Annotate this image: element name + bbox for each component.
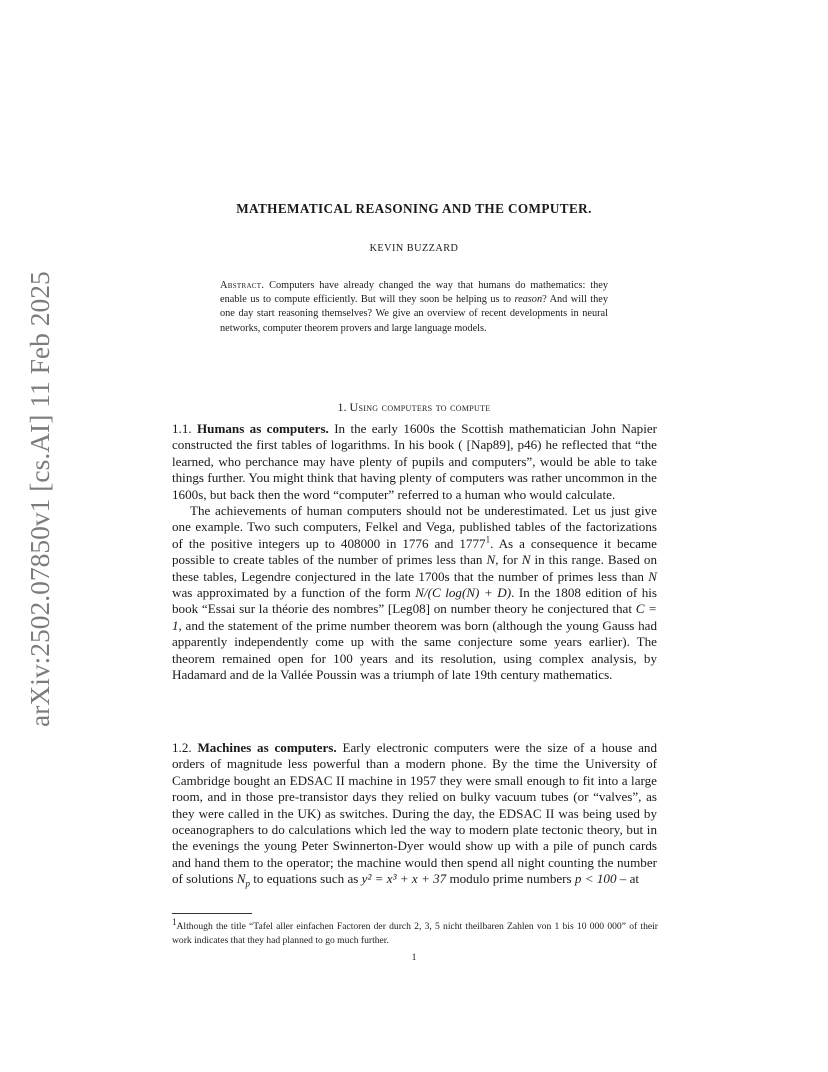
- abstract-emphasis: reason: [514, 294, 543, 306]
- author-name: KEVIN BUZZARD: [369, 243, 459, 254]
- section-title: Using computers to compute: [349, 400, 491, 414]
- paper-title: MATHEMATICAL REASONING AND THE COMPUTER.: [236, 201, 592, 216]
- math-formula: N/(C log(N) + D): [415, 585, 512, 601]
- math-variable: N: [486, 552, 496, 568]
- paragraph-text: in this range. Based on these tables, Legendre conjectured in the late 1700s that the number of primes less than: [172, 552, 657, 584]
- paragraph: [172, 503, 657, 683]
- footnote-number: 1: [172, 916, 177, 927]
- subsection-title: Machines as computers.: [197, 740, 337, 755]
- page-number: 1: [411, 952, 417, 963]
- section-heading: [0, 400, 828, 415]
- paragraph-text: was approximated by a function of the form: [172, 585, 416, 601]
- paragraph-text: , for: [495, 552, 522, 568]
- paragraph-text: modulo prime numbers: [446, 871, 575, 887]
- section-number: 1.: [337, 400, 347, 414]
- math-variable: N: [648, 568, 657, 584]
- paragraph-text: . In the 1808 edition of his book “Essai sur la théorie des nombres” [Leg08] on number theory he conjectured that: [172, 585, 658, 617]
- paragraph: [172, 421, 657, 503]
- footnote-marker[interactable]: 1: [485, 534, 491, 545]
- arxiv-identifier-stamp: arXiv:2502.07850v1 [cs.AI] 11 Feb 2025: [24, 271, 55, 727]
- abstract-label: Abstract.: [220, 280, 265, 291]
- math-formula: p < 100: [574, 871, 617, 887]
- math-variable: N: [521, 552, 531, 568]
- paragraph-text: , and the statement of the prime number theorem was born (although the young Gauss had apparently independently come up with the same conjecture some years earlier). The theorem remained open for 100 years and its resolution, using complex analysis, by Hadamard and de la Vallée Poussin was a triumph of late 19th century mathematics.: [172, 617, 657, 683]
- math-formula: y² = x³ + x + 37: [361, 871, 447, 887]
- paragraph-text: Early electronic computers were the size of a house and orders of magnitude less powerful than a modern phone. By the time the University of Cambridge bought an EDSAC II machine in 1957 they were small enough to fit into a large room, and in those pre-transistor days they relied on bulky vacuum tubes (or “valves”, as they were called in the UK) as switches. During the day, the EDSAC II was being used by oceanographers to do calculations which led the way to modern plate tectonic theory, but in the evenings the young Peter Swinnerton-Dyer would show up with a pile of punch cards and hand them to the operator; the machine would then spend all night counting the number of solutions: [172, 740, 658, 887]
- subsection-1-1: [172, 421, 657, 684]
- math-subscript: p: [245, 878, 250, 889]
- math-formula: C = 1: [172, 601, 658, 633]
- footnote-divider: [172, 913, 252, 914]
- subsection-1-2: [172, 740, 657, 892]
- paragraph-text: . As a consequence it became possible to create tables of the number of primes less than: [172, 535, 657, 568]
- subsection-number: 1.1.: [172, 421, 192, 436]
- abstract-text-2: ? And will they one day start reasoning themselves? We give an overview of recent developments in neural networks, computer theorem provers and large language models.: [220, 294, 608, 334]
- paragraph: [172, 740, 657, 892]
- footnote-text: Although the title “Tafel aller einfachen Factoren der durch 2, 3, 5 nicht theilbaren Zahlen von 1 bis 10 000 000” of their work indicates that they had planned to go much further.: [172, 921, 658, 946]
- paragraph-text: In the early 1600s the Scottish mathematician John Napier constructed the first tables of logarithms. In his book ( [Nap89], p46) he reflected that “the learned, who perchance may have plenty of pupils and computers”, would be able to take things further. You might think that having plenty of computers was rather uncommon in the 1600s, but back then the word “computer” referred to a human who would calculate.: [172, 421, 658, 502]
- paragraph-text: – at: [616, 871, 640, 887]
- math-variable: N: [236, 871, 246, 887]
- footnote: [172, 916, 658, 948]
- paragraph-text: to equations such as: [249, 871, 362, 887]
- abstract-text-1: Computers have already changed the way that humans do mathematics: they enable us to compute efficiently. But will they soon be helping us to: [220, 280, 608, 306]
- abstract: [220, 279, 608, 336]
- subsection-number: 1.2.: [172, 740, 192, 755]
- subsection-title: Humans as computers.: [197, 421, 329, 436]
- paragraph-text: The achievements of human computers should not be underestimated. Let us just give one example. Two such computers, Felkel and Vega, published tables of the factorizations of the positive integers up to 408000 in 1776 and 1777: [172, 503, 657, 551]
